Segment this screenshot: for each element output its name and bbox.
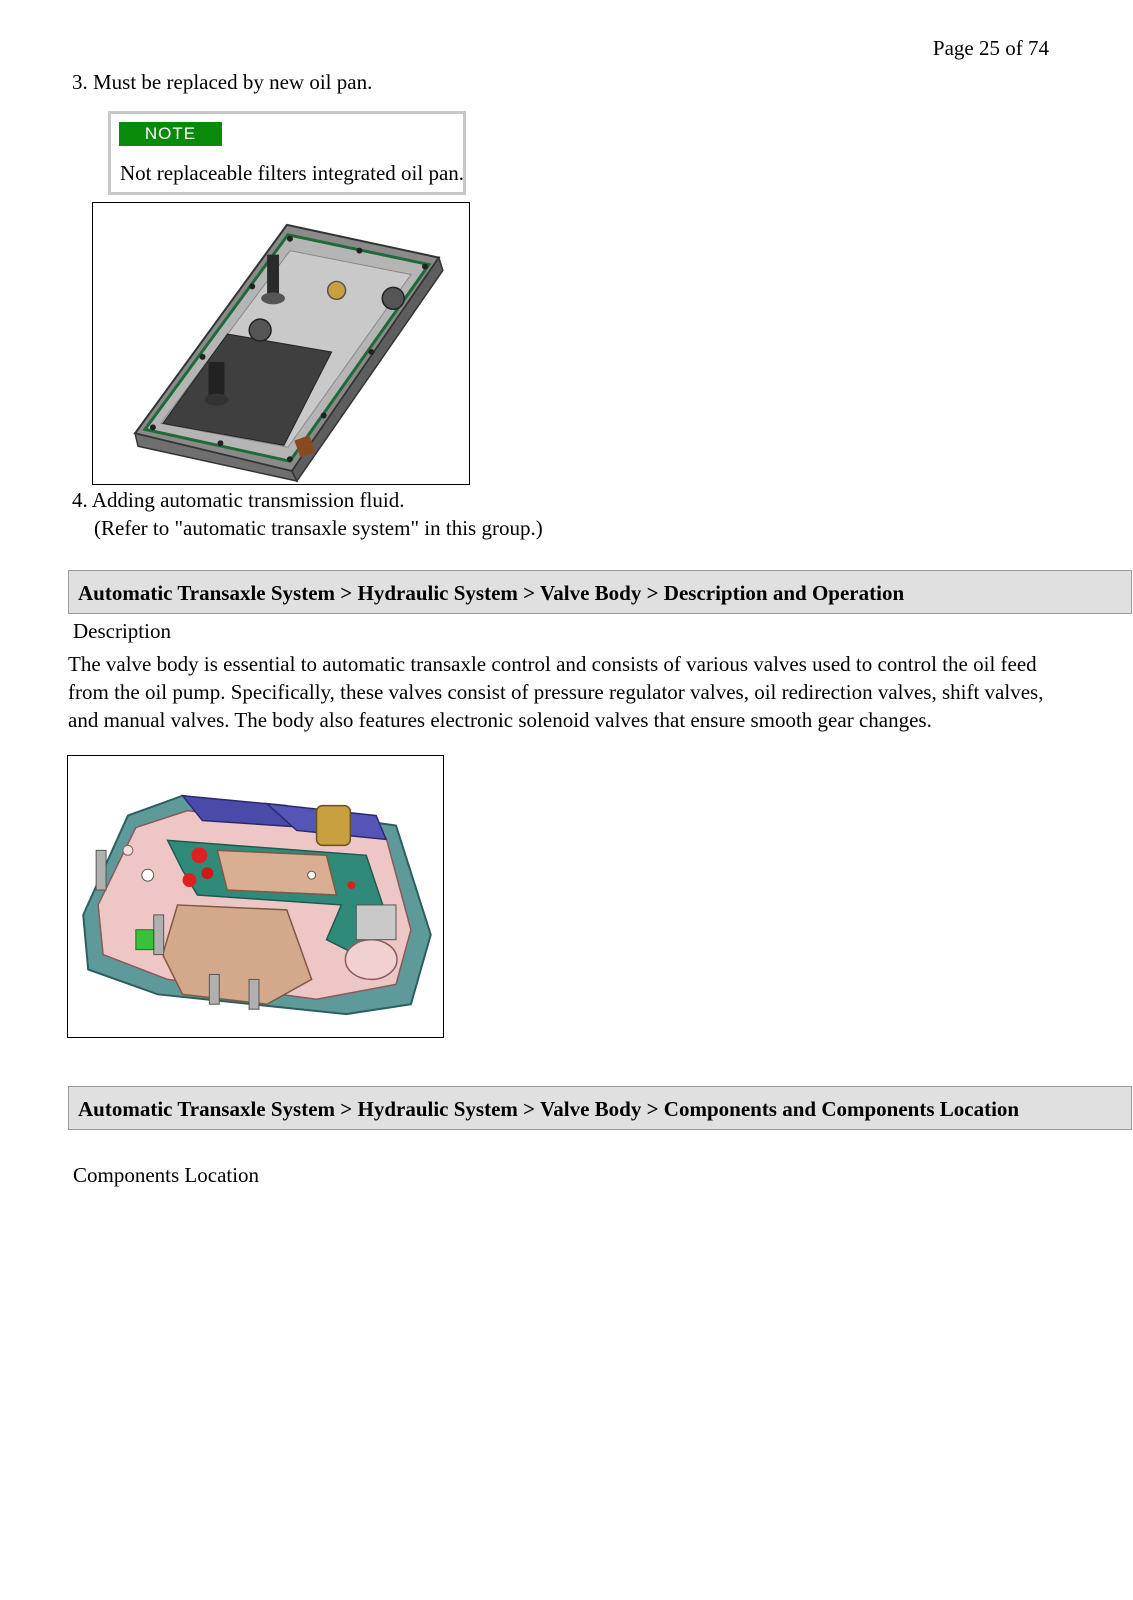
- step-4: [72, 486, 543, 542]
- subhead-components-location: Components Location: [73, 1163, 260, 1187]
- valve-body-figure: [67, 755, 444, 1038]
- note-badge: NOTE: [119, 122, 222, 146]
- section-header-components: Automatic Transaxle System > Hydraulic System > Valve Body > Components and Components Location: [68, 1086, 1132, 1130]
- step-3: [72, 68, 372, 96]
- valve-body-illustration: [68, 756, 443, 1037]
- step-4-text: 4. Adding automatic transmission fluid.: [72, 488, 405, 512]
- note-text: Not replaceable filters integrated oil pan.: [120, 161, 465, 185]
- note-box: [108, 111, 466, 195]
- oil-pan-figure: [92, 202, 470, 485]
- step-3-text: 3. Must be replaced by new oil pan.: [72, 70, 373, 94]
- oil-pan-illustration: [93, 203, 469, 484]
- section-header-description: Automatic Transaxle System > Hydraulic System > Valve Body > Description and Operation: [68, 570, 1132, 614]
- step-4-subtext: (Refer to "automatic transaxle system" in this group.): [94, 516, 543, 540]
- subhead-description: Description: [73, 619, 171, 643]
- valve-body-description: The valve body is essential to automatic transaxle control and consists of various valves used to control the oil feed from the oil pump. Specifically, these valves consist of pressure regulator valves, oil redirection valves, shift valves, and manual valves. The body also features electronic solenoid valves that ensure smooth gear changes.: [68, 652, 1044, 732]
- page-number: Page 25 of 74: [932, 36, 1049, 60]
